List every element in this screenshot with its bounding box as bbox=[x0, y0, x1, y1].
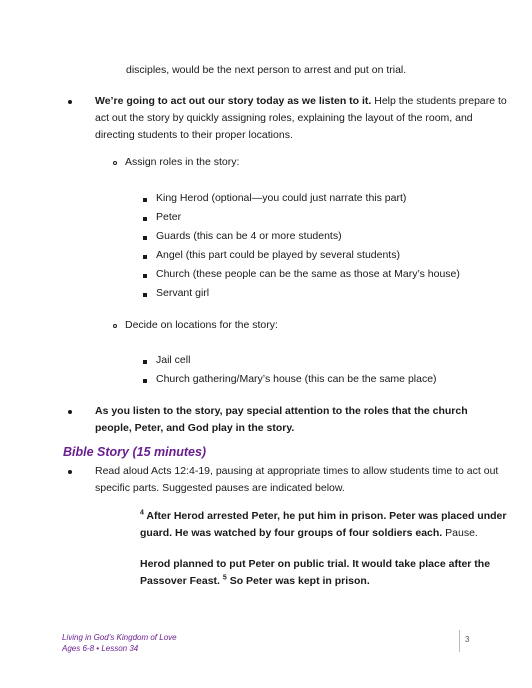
role-item: Peter bbox=[156, 211, 182, 223]
footer-title: Living in God’s Kingdom of Love bbox=[62, 633, 177, 642]
page-number: 3 bbox=[465, 635, 470, 644]
scripture-line: Herod planned to put Peter on public trial. It would take place after the bbox=[140, 558, 491, 570]
locations-heading: Decide on locations for the story: bbox=[125, 319, 278, 331]
scripture-line: After Herod arrested Peter, he put him in prison. Peter was placed under bbox=[143, 510, 507, 522]
role-item: King Herod (optional—you could just narrate this part) bbox=[156, 192, 407, 204]
footer-lesson: Lesson 34 bbox=[101, 644, 139, 653]
bible-story-heading: Bible Story (15 minutes) bbox=[63, 445, 207, 459]
act-out-bold: We’re going to act out our story today as we listen to it. bbox=[95, 95, 372, 107]
square-bullet-icon bbox=[143, 379, 147, 383]
role-item: Angel (this part could be played by several students) bbox=[156, 249, 400, 261]
footer-ages: Ages 6-8 bbox=[62, 644, 95, 653]
roles-heading: Assign roles in the story: bbox=[125, 156, 240, 168]
verse-number: 5 bbox=[222, 574, 227, 582]
listen-line1: As you listen to the story, pay special attention to the roles that the church bbox=[95, 405, 468, 417]
verse-number: 4 bbox=[140, 509, 144, 517]
scripture-line: Passover Feast. bbox=[140, 575, 223, 587]
act-out-paragraph bbox=[95, 93, 515, 144]
role-item: Church (these people can be the same as those at Mary’s house) bbox=[156, 268, 460, 280]
read-aloud-line1: Read aloud Acts 12:4-19, pausing at appropriate times to allow students time to act out bbox=[95, 465, 499, 477]
circle-bullet-icon bbox=[113, 324, 117, 328]
square-bullet-icon bbox=[143, 360, 147, 364]
bullet-icon bbox=[68, 410, 72, 414]
square-bullet-icon bbox=[143, 255, 147, 259]
footer-divider bbox=[459, 630, 460, 652]
location-item: Jail cell bbox=[156, 354, 191, 366]
continuation-text: disciples, would be the next person to arrest and put on trial. bbox=[126, 64, 407, 76]
scripture-paragraph-1 bbox=[140, 508, 520, 542]
read-aloud-paragraph bbox=[95, 463, 515, 497]
act-out-line2: act out the story by quickly assigning roles, explaining the layout of the room, and bbox=[95, 112, 473, 124]
bullet-icon bbox=[68, 100, 72, 104]
footer-separator: • bbox=[96, 644, 100, 653]
read-aloud-line2: specific parts. Suggested pauses are indicated below. bbox=[95, 482, 345, 494]
act-out-line3: directing students to their proper locations. bbox=[95, 129, 293, 141]
scripture-line: guard. He was watched by four groups of four soldiers each. bbox=[140, 527, 443, 539]
square-bullet-icon bbox=[143, 236, 147, 240]
circle-bullet-icon bbox=[113, 161, 117, 165]
scripture-line: So Peter was kept in prison. bbox=[226, 575, 370, 587]
act-out-rest: Help the students prepare to bbox=[371, 95, 507, 107]
pause-text: Pause. bbox=[442, 527, 478, 539]
square-bullet-icon bbox=[143, 198, 147, 202]
square-bullet-icon bbox=[143, 217, 147, 221]
role-item: Servant girl bbox=[156, 287, 210, 299]
role-item: Guards (this can be 4 or more students) bbox=[156, 230, 342, 242]
square-bullet-icon bbox=[143, 293, 147, 297]
listen-line2: people, Peter, and God play in the story. bbox=[95, 422, 295, 434]
scripture-paragraph-2 bbox=[140, 556, 520, 590]
square-bullet-icon bbox=[143, 274, 147, 278]
footer-info bbox=[62, 632, 177, 654]
bullet-icon bbox=[68, 470, 72, 474]
location-item: Church gathering/Mary’s house (this can be the same place) bbox=[156, 373, 437, 385]
listen-paragraph bbox=[95, 403, 515, 437]
